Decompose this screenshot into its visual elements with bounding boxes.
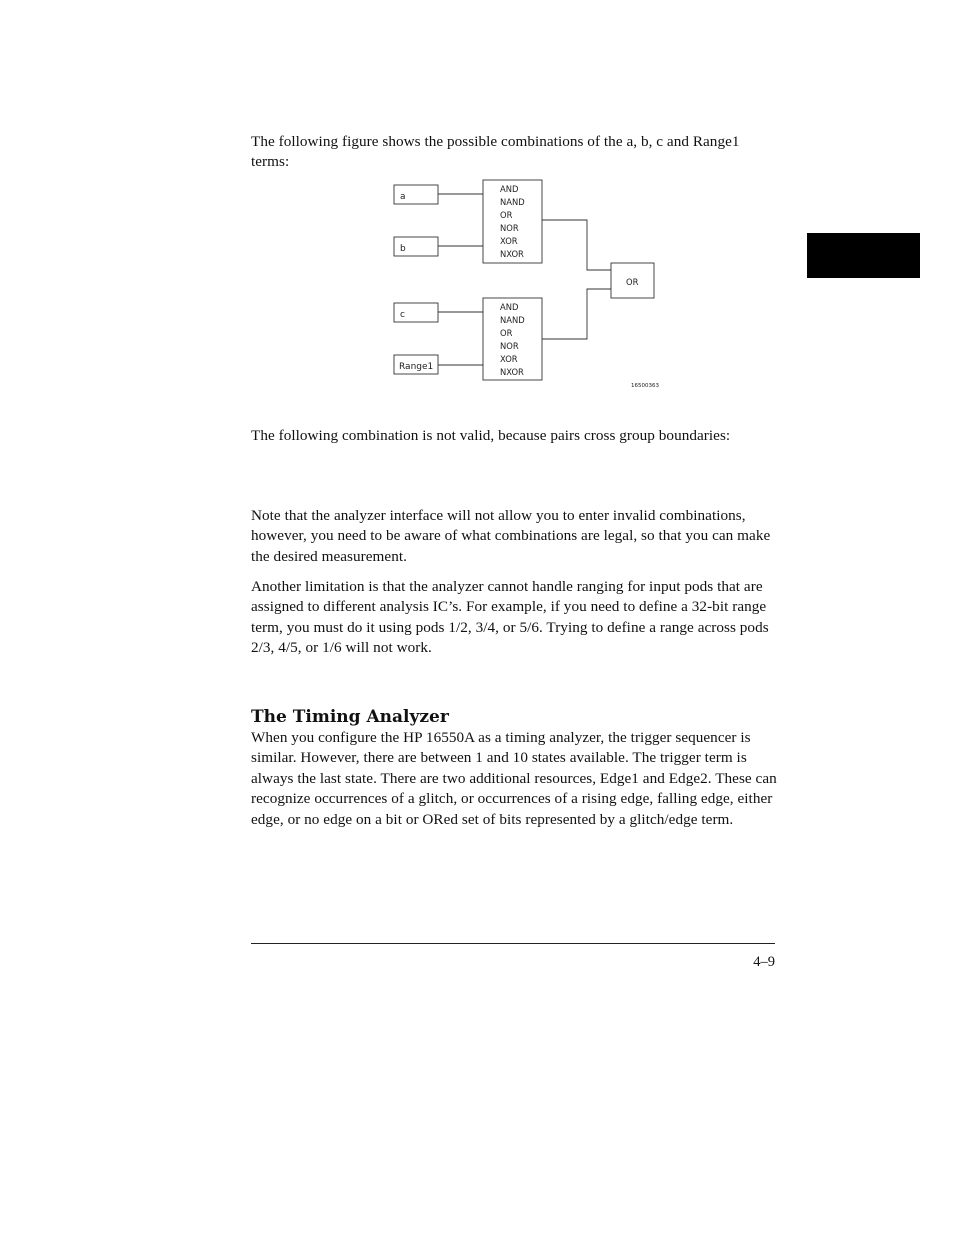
invalid-combination-paragraph: The following combination is not valid, because pairs cross group boundaries: xyxy=(251,427,731,444)
figure-id: 16500363 xyxy=(631,383,659,389)
chapter-tab-marker xyxy=(807,233,920,278)
input-label-c: c xyxy=(400,310,405,320)
footer-rule xyxy=(251,943,775,944)
combination-diagram xyxy=(380,172,680,394)
op-top-5: NXOR xyxy=(500,249,524,259)
op-bottom-1: NAND xyxy=(500,315,525,325)
timing-paragraph: When you configure the HP 16550A as a timing analyzer, the trigger sequencer is similar. However, there are between 1 and 10 states available. The trigger term is always the last state. There are two additional resources, Edge1 and Edge2. These can recognize occurrences of a glitch, or occurrences of a rising edge, falling edge, either edge, or no edge on a bit or ORed set of bits represented by a glitch/edge term. xyxy=(251,729,777,828)
page-number: 4–9 xyxy=(753,954,775,970)
input-label-a: a xyxy=(400,192,406,202)
op-bottom-5: NXOR xyxy=(500,367,524,377)
section-heading: The Timing Analyzer xyxy=(251,707,449,727)
op-bottom-0: AND xyxy=(500,302,519,312)
input-label-b: b xyxy=(400,244,406,254)
intro-paragraph: The following figure shows the possible combinations of the a, b, c and Range1 terms: xyxy=(251,133,740,171)
note-paragraph: Note that the analyzer interface will not allow you to enter invalid combinations, however, you need to be aware of what combinations are legal, so that you can make the desired measurement. xyxy=(251,507,771,565)
op-top-0: AND xyxy=(500,184,519,194)
op-top-3: NOR xyxy=(500,223,519,233)
input-label-range1: Range1 xyxy=(399,362,434,372)
op-bottom-2: OR xyxy=(500,328,513,338)
output-or-label: OR xyxy=(626,277,639,287)
op-top-1: NAND xyxy=(500,197,525,207)
op-top-2: OR xyxy=(500,210,513,220)
op-top-4: XOR xyxy=(500,236,518,246)
op-bottom-4: XOR xyxy=(500,354,518,364)
op-bottom-3: NOR xyxy=(500,341,519,351)
limitation-paragraph: Another limitation is that the analyzer cannot handle ranging for input pods that are assigned to different analysis IC’s. For example, if you need to define a 32-bit range term, you must do it using pods 1/2, 3/4, or 5/6. Trying to define a range across pods 2/3, 4/5, or 1/6 will not work. xyxy=(251,578,769,657)
